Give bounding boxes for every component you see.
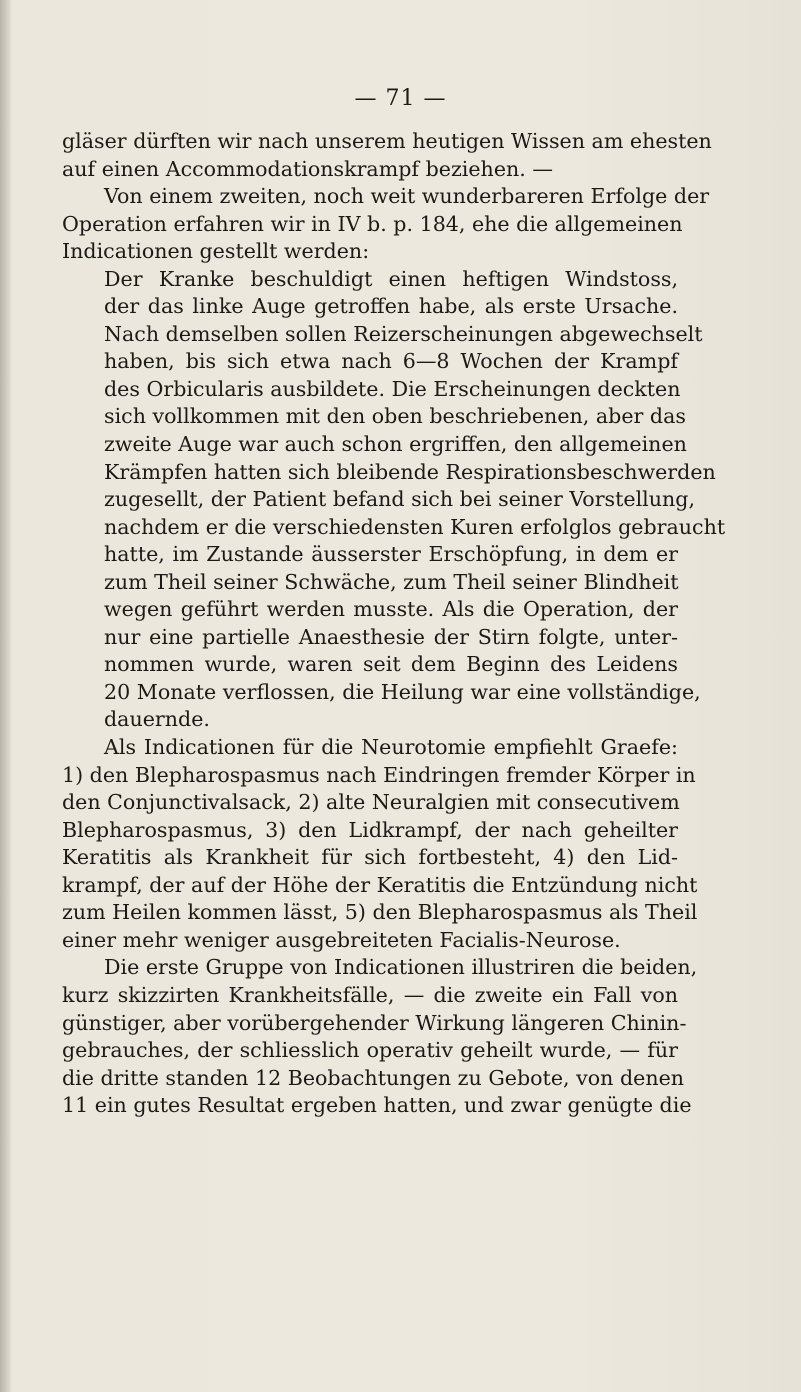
text-line: 20 Monate verflossen, die Heilung war eine vollständige, (104, 679, 701, 704)
text-line: wegen geführt werden musste. Als die Operation, der (104, 597, 678, 622)
text-line: Nach demselben sollen Reizerscheinungen abgewechselt (104, 321, 703, 346)
page-number: — 71 — (354, 86, 447, 111)
text-line: Keratitis als Krankheit für sich fortbesteht, 4) den Lid- (62, 845, 678, 870)
text-line: den Conjunctivalsack, 2) alte Neuralgien mit consecutivem (62, 790, 680, 815)
text-line: dauernde. (104, 707, 210, 732)
text-line: gläser dürften wir nach unserem heutigen Wissen am ehesten (62, 129, 712, 153)
text-line: haben, bis sich etwa nach 6—8 Wochen der Krampf (104, 349, 678, 374)
text-line: Krämpfen hatten sich bleibende Respirationsbeschwerden (104, 459, 716, 484)
text-line: nachdem er die verschiedensten Kuren erfolglos gebraucht (104, 514, 726, 539)
text-line: 11 ein gutes Resultat ergeben hatten, und zwar genügte die (62, 1093, 692, 1118)
text-line: die dritte standen 12 Beobachtungen zu Gebote, von denen (62, 1065, 685, 1090)
text-line: Als Indicationen für die Neurotomie empfiehlt Graefe: (104, 735, 678, 760)
text-line: nur eine partielle Anaesthesie der Stirn folgte, unter- (104, 624, 678, 649)
text-line: Blepharospasmus, 3) den Lidkrampf, der nach geheilter (62, 817, 678, 842)
text-line: der das linke Auge getroffen habe, als erste Ursache. (104, 294, 678, 319)
text-line: nommen wurde, waren seit dem Beginn des Leidens (104, 652, 678, 677)
page-binding-edge (0, 0, 10, 1392)
text-line: günstiger, aber vorübergehender Wirkung längeren Chinin- (62, 1010, 687, 1035)
text-line: Operation erfahren wir in IV b. p. 184, ehe die allgemeinen (62, 211, 683, 236)
text-line: krampf, der auf der Höhe der Keratitis die Entzündung nicht (62, 872, 698, 897)
text-line: hatte, im Zustande äusserster Erschöpfung, in dem er (104, 542, 678, 567)
text-line: gebrauches, der schliesslich operativ geheilt wurde, — für (62, 1038, 678, 1063)
text-line: des Orbicularis ausbildete. Die Erscheinungen deckten (104, 376, 681, 401)
text-line: kurz skizzirten Krankheitsfälle, — die zweite ein Fall von (62, 982, 678, 1007)
text-line: auf einen Accommodationskrampf beziehen. — (62, 156, 553, 181)
text-line: zweite Auge war auch schon ergriffen, den allgemeinen (104, 432, 687, 457)
text-line: einer mehr weniger ausgebreiteten Facialis-Neurose. (62, 927, 621, 952)
text-line: Von einem zweiten, noch weit wunderbareren Erfolge der (104, 184, 710, 209)
text-line: sich vollkommen mit den oben beschriebenen, aber das (104, 404, 686, 429)
text-line: zum Heilen kommen lässt, 5) den Blepharospasmus als Theil (62, 900, 698, 925)
body-text (62, 128, 726, 1120)
text-line: zum Theil seiner Schwäche, zum Theil seiner Blindheit (104, 569, 679, 594)
text-line: 1) den Blepharospasmus nach Eindringen fremder Körper in (62, 762, 696, 787)
text-line: zugesellt, der Patient befand sich bei seiner Vorstellung, (104, 487, 696, 512)
text-line: Der Kranke beschuldigt einen heftigen Windstoss, (104, 266, 678, 291)
text-line: Die erste Gruppe von Indicationen illustriren die beiden, (104, 955, 698, 980)
text-line: Indicationen gestellt werden: (62, 239, 370, 264)
